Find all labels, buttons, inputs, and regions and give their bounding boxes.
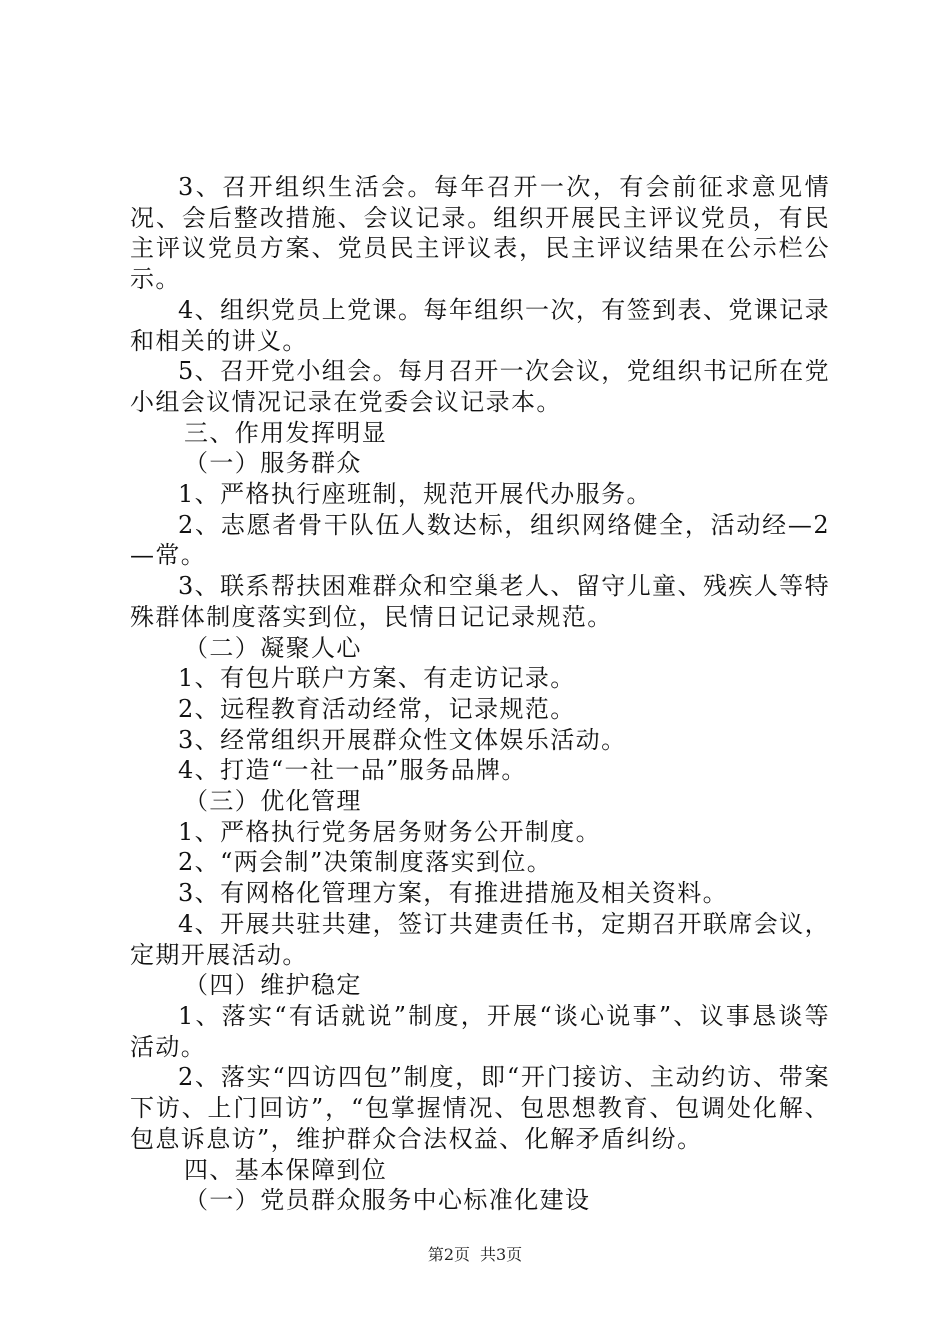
body-paragraph: 2、志愿者骨干队伍人数达标，组织网络健全，活动经—2—常。: [130, 510, 830, 570]
body-paragraph: 2、“两会制”决策制度落实到位。: [178, 848, 553, 877]
body-paragraph: 3、联系帮扶困难群众和空巢老人、留守儿童、残疾人等特殊群体制度落实到位，民情日记记录规范。: [130, 572, 830, 631]
body-paragraph: 3、经常组织开展群众性文体娱乐活动。: [178, 725, 627, 754]
body-paragraph: 1、落实“有话就说”制度，开展“谈心说事”、议事恳谈等活动。: [130, 1001, 830, 1061]
body-paragraph: 4、打造“一社一品”服务品牌。: [178, 756, 527, 785]
body-paragraph: 5、召开党小组会。每月召开一次会议，党组织书记所在党小组会议情况记录在党委会议记录本。: [130, 357, 830, 416]
body-paragraph: 2、落实“四访四包”制度，即“开门接访、主动约访、带案下访、上门回访”，“包掌握情况、包思想教育、包调处化解、包息诉息访”，维护群众合法权益、化解矛盾纠纷。: [130, 1063, 830, 1153]
body-paragraph: 3、有网格化管理方案，有推进措施及相关资料。: [178, 879, 729, 908]
page-total: 共3页: [480, 1245, 523, 1264]
body-paragraph: 1、有包片联户方案、有走访记录。: [178, 664, 576, 693]
body-paragraph: 1、严格执行党务居务财务公开制度。: [178, 817, 602, 846]
body-paragraph: 2、远程教育活动经常，记录规范。: [178, 694, 576, 723]
body-paragraph: 4、组织党员上党课。每年组织一次，有签到表、党课记录和相关的讲义。: [130, 295, 830, 355]
subsection-heading: （四）维护稳定: [184, 971, 362, 1000]
subsection-heading: （一）服务群众: [184, 449, 362, 478]
subsection-heading: （一）党员群众服务中心标准化建设: [184, 1186, 591, 1215]
body-paragraph: 4、开展共驻共建，签订共建责任书，定期召开联席会议，定期开展活动。: [130, 909, 830, 969]
subsection-heading: （三）优化管理: [184, 787, 362, 816]
body-paragraph: 3、召开组织生活会。每年召开一次，有会前征求意见情况、会后整改措施、会议记录。组织开展民主评议党员，有民主评议党员方案、党员民主评议表，民主评议结果在公示栏公示。: [130, 173, 830, 294]
body-paragraph: 1、严格执行座班制，规范开展代办服务。: [178, 480, 652, 509]
page-number: 第2页: [427, 1245, 470, 1264]
subsection-heading: （二）凝聚人心: [184, 633, 362, 662]
section-heading: 三、作用发挥明显: [184, 418, 388, 447]
page-footer: [0, 1242, 950, 1265]
document-body: [130, 172, 830, 1216]
section-heading: 四、基本保障到位: [184, 1155, 388, 1184]
